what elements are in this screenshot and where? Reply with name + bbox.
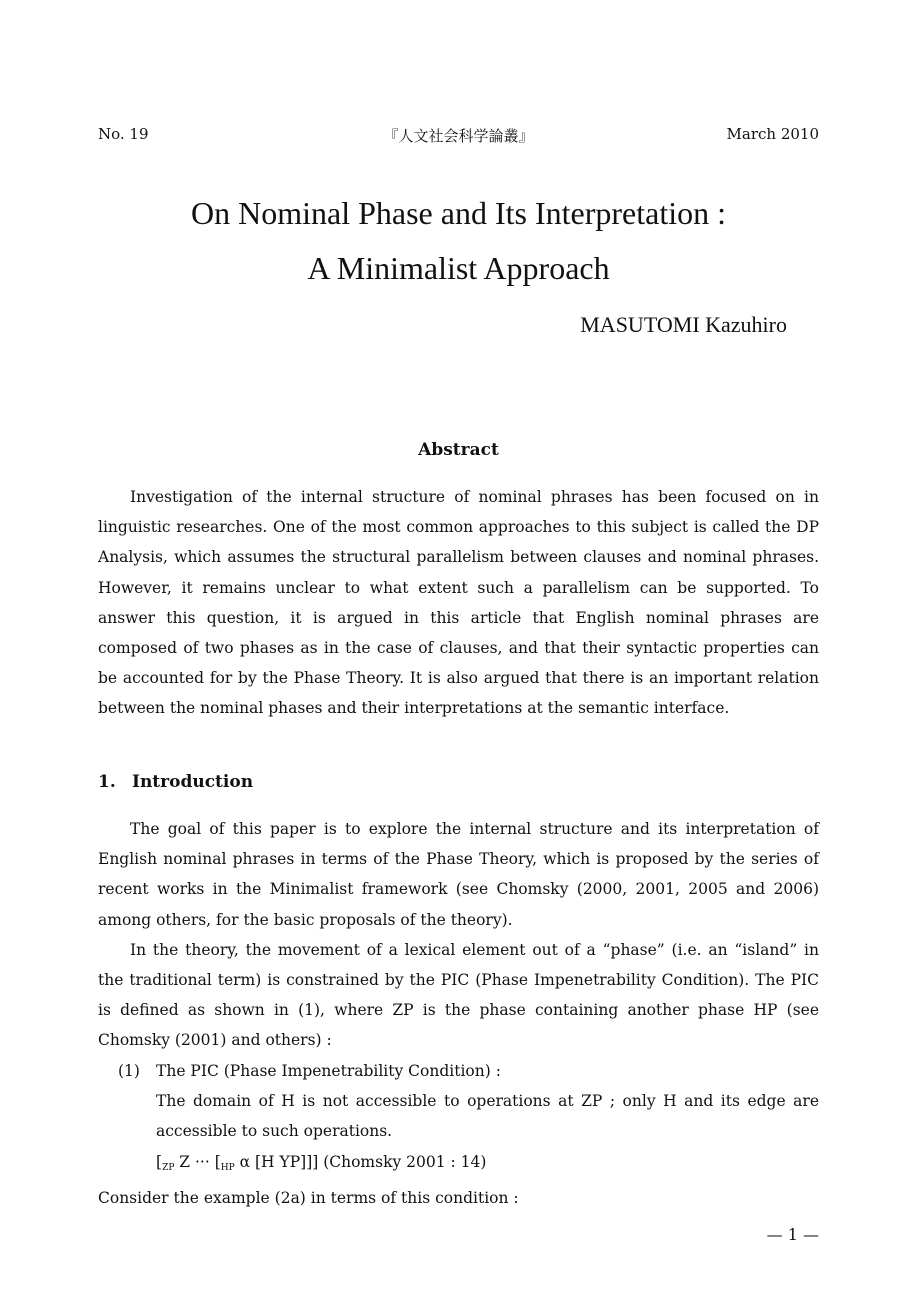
paper-title (0, 186, 917, 296)
journal-issue-number: No. 19 (98, 125, 149, 143)
introduction-body (98, 814, 819, 1056)
abstract-paragraph: Investigation of the internal structure of nominal phrases has been focused on in linguistic researches. One of the most common approaches to this subject is called the DP Analysis, which assumes the structural parallelism between clauses and nominal phrases. However, it remains unclear to what extent such a parallelism can be supported. To answer this question, it is argued in this article that English nominal phrases are composed of two phases as in the case of clauses, and that their syntactic properties can be accounted for by the Phase Theory. It is also argued that there is an important relation between the nominal phases and their interpretations at the semantic interface. (98, 488, 819, 718)
author-name: MASUTOMI Kazuhiro (580, 312, 787, 337)
example-1-title-line (98, 1056, 819, 1086)
intro-paragraph-1: The goal of this paper is to explore the internal structure and its interpretation of English nominal phrases in terms of the Phase Theory, which is proposed by the series of recent works in the Minimalist framework (see Chomsky (2000, 2001, 2005 and 2006) among others, for the basic proposals of the theory). (98, 820, 819, 929)
section-heading (98, 772, 253, 792)
example-formula: [$_{ZP}$ Z ··· [$_{HP}$ α [H YP]]] (Chomsky 2001 : 14) (156, 1152, 487, 1173)
subscript-zp: ZP (162, 1162, 175, 1173)
page-number: — 1 — (766, 1225, 819, 1244)
journal-name: 『人文社会科学論叢』 (383, 127, 534, 145)
paper-title-line-1: On Nominal Phase and Its Interpretation : (191, 195, 726, 231)
intro-paragraph-2: In the theory, the movement of a lexical element out of a “phase” (i.e. an “island” in the traditional term) is constrained by the PIC (Phase Impenetrability Condition). The PIC is defined as shown in (1), where ZP is the phase containing another phase HP (see Chomsky (2001) and others) : (98, 940, 819, 1050)
abstract-heading: Abstract (418, 440, 499, 460)
publication-date: March 2010 (726, 125, 819, 143)
example-definition: The domain of H is not accessible to operations at ZP ; only H and its edge are accessible to such operations. (156, 1092, 819, 1141)
subscript-hp: HP (220, 1162, 235, 1173)
example-title: The PIC (Phase Impenetrability Condition) : (156, 1062, 501, 1080)
closing-sentence: Consider the example (2a) in terms of this condition : (98, 1188, 519, 1207)
example-1 (98, 1056, 819, 1213)
section-number: 1. (98, 772, 116, 792)
section-title: Introduction (132, 772, 254, 792)
paper-title-line-2: A Minimalist Approach (307, 250, 610, 286)
example-number: (1) (118, 1062, 140, 1080)
abstract-body (98, 482, 819, 724)
